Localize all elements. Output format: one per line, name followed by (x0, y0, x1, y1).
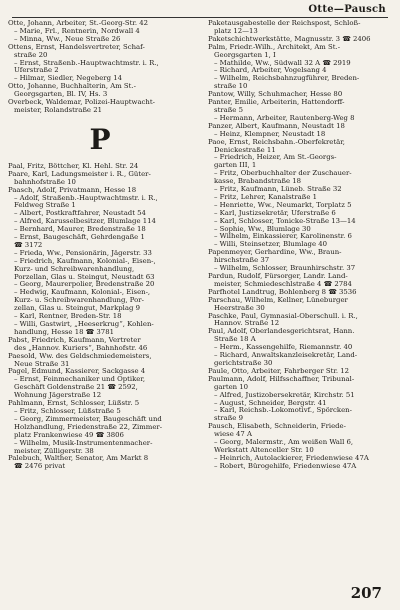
directory-entry: – Fritz, Schlosser, Lüßstraße 5 (14, 407, 121, 415)
directory-entry: Paule, Otto, Arbeiter, Fahrberger Str. 12 (208, 367, 350, 375)
directory-entry: Pahlmann, Ernst, Schlosser, Lüßstr. 5 (8, 400, 140, 408)
directory-entry: – Herm., Kassengehilfe, Riemannstr. 40 (214, 344, 353, 352)
directory-entry: Straße 18 A (214, 336, 256, 344)
directory-entry: – Ernst, Baugeschäft, Gehrdengaße 1 (14, 234, 145, 242)
directory-entry: Otte, Johann, Arbeiter, St.-Georg-Str. 42 (8, 20, 149, 27)
directory-entry: – Robert, Bürogehilfe, Friedenwiese 47A (214, 462, 357, 470)
directory-entry: – Hermann, Arbeiter, Rautenberg-Weg 8 (214, 114, 355, 122)
directory-entry: – Hedwig, Kaufmann, Kolonial-, Eisen-, (14, 289, 151, 297)
directory-entry: – Marie, Frl., Rentnerin, Nordwall 4 (14, 27, 140, 35)
directory-entry: Paal, Fritz, Böttcher, Kl. Hehl. Str. 24 (8, 162, 139, 170)
directory-entry: kasse, Brabandstraße 18 (214, 178, 301, 186)
right-entries (208, 20, 392, 471)
directory-entry: straße 5 (214, 106, 243, 114)
directory-entry: – Minna, Ww., Neue Straße 26 (14, 35, 121, 43)
directory-entry: straße 10 (214, 83, 248, 91)
directory-entry: – Fritz, Oberbuchhalter der Zuschauer- (214, 170, 352, 178)
directory-entry: – Karl, Rentner, Breden-Str. 18 (14, 313, 122, 321)
directory-entry: garten 10 (214, 383, 249, 391)
directory-entry: – Georg, Maurerpolier, Bredenstraße 20 (14, 281, 155, 289)
directory-entry: – Alfred, Karusselbesitzer, Blumlage 114 (14, 218, 156, 226)
directory-entry: handlung, Hesse 18 ☎ 3781 (14, 328, 114, 336)
directory-entry: straße 9 (214, 415, 243, 423)
directory-entry: Paketschichtwerkstätte, Magnusstr. 3 ☎ 2406 (208, 35, 371, 43)
directory-entry: platz Frankenwiese 49 ☎ 3806 (14, 431, 124, 439)
section-letter: P (89, 122, 111, 156)
directory-entry: – Frieda, Ww., Pensionärin, Jägerstr. 33 (14, 249, 152, 257)
directory-entry: – Friedrich, Kaufmann, Kolonial-, Eisen-, (14, 257, 156, 265)
directory-entry: Paasch, Adolf, Privatmann, Hesse 18 (8, 186, 137, 194)
directory-entry: – Henriette, Ww., Neumarkt, Torplatz 5 (214, 201, 352, 209)
directory-entry: hirschstraße 37 (214, 257, 270, 265)
directory-entry: Werkstatt Altenceller Str. 10 (214, 446, 314, 454)
directory-entry: Papenmeyer, Gerhardine, Ww., Braun- (208, 249, 342, 257)
directory-entry: – Wilhelm, Reichsbahnzugführer, Breden- (214, 75, 360, 83)
directory-entry: des „Hannov. Kuriers“, Bahnhofstr. 46 (14, 344, 148, 352)
left-top-entries (8, 20, 192, 115)
left-column (8, 20, 192, 471)
header-rule (12, 17, 388, 18)
directory-entry: Paketausgabestelle der Reichspost, Schloß- (208, 20, 361, 27)
directory-entry: Palebuch, Walther, Senator, Am Markt 8 (8, 455, 149, 463)
directory-entry: – Richard, Anwaltskanzleisekretär, Land- (214, 352, 358, 360)
directory-entry: Paoe, Ernst, Reichsbahn.-Oberfekretär, (208, 138, 345, 146)
directory-entry: Porzellan, Glas u. Steingut, Neustadt 63 (14, 273, 155, 281)
directory-entry: – Heinz, Klempner, Neustadt 18 (214, 130, 326, 138)
directory-entry: – Sophie, Ww., Blumlage 30 (214, 225, 311, 233)
page-number: 207 (350, 584, 382, 602)
directory-entry: Uferstraße 2 (14, 67, 59, 75)
directory-entry: – Bernhard, Maurer, Bredenstraße 18 (14, 226, 146, 234)
directory-entry: Heerstraße 30 (214, 304, 265, 312)
directory-entry: – Heinrich, Autolackierer, Friedenwiese 47A (214, 454, 369, 462)
directory-entry: ☎ 2476 privat (14, 463, 66, 471)
directory-entry: – Karl, Reichsb.-Lokomotivf., Spörcken- (214, 407, 352, 415)
directory-entry: – Friedrich, Heizer, Am St.-Georgs- (214, 154, 337, 162)
directory-entry: – Georg, Zimmermeister, Baugeschäft und (14, 415, 162, 423)
directory-entry: Holzhandlung, Friedenstraße 22, Zimmer- (14, 423, 163, 431)
directory-entry: meister, Schmiedeschlstraße 4 ☎ 2784 (214, 280, 352, 288)
directory-entry: Paulmann, Adolf, Hilfsschaffner, Tribunal- (208, 375, 355, 383)
directory-entry: Pabst, Friedrich, Kaufmann, Vertreter (8, 336, 141, 344)
directory-entry: Pagel, Edmund, Kassierer, Sackgasse 4 (8, 368, 146, 376)
directory-entry: Paul, Adolf, Oberlandesgerichtsrat, Hann. (208, 328, 355, 336)
directory-entry: Geschäft Goldenstraße 21 ☎ 2592, (14, 384, 138, 392)
directory-entry: Otto, Johanne, Buchhalterin, Am St.- (8, 83, 136, 91)
directory-entry: meister, Zülligerstr. 38 (14, 447, 94, 455)
directory-entry: – Hilmar, Siedler, Negeberg 14 (14, 75, 122, 83)
directory-entry: Panzer, Albert, Kaufmann, Neustadt 18 (208, 122, 345, 130)
directory-entry: – Wilhelm, Einkassierer, Karolinenstr. 6 (214, 233, 352, 241)
directory-entry: Pausch, Elisabeth, Schneiderin, Friede- (208, 423, 346, 431)
directory-entry: – Ernst, Feinmechaniker und Optiker, (14, 376, 146, 384)
directory-entry: – Georg, Malermstr., Am weißen Wall 6, (214, 439, 354, 447)
directory-entry: Georgsgarten 1, I (214, 51, 276, 59)
directory-entry: Hannov. Straße 12 (214, 320, 280, 328)
directory-entry: – Fritz, Lehrer, Kanalstraße 1 (214, 193, 318, 201)
directory-entry: Denickestraße 11 (214, 146, 276, 154)
directory-entry: – Fritz, Kaufmann, Lüneb. Straße 32 (214, 186, 342, 194)
directory-entry: – Alfred, Justizobersekretär, Kirchstr. 51 (214, 391, 355, 399)
directory-entry: ☎ 3172 (14, 241, 43, 249)
directory-entry: – Willi, Steinsetzer, Blumlage 40 (214, 241, 328, 249)
directory-entry: straße 20 (14, 51, 48, 59)
directory-entry: Overbeck, Waldemar, Polizei-Hauptwacht- (8, 99, 155, 107)
directory-entry: – Albert, Postkraftfahrer, Neustadt 54 (14, 210, 146, 218)
directory-entry: – Karl, Schlosser, Tonicke-Straße 13—14 (214, 217, 356, 225)
directory-entry: Kurz- u. Schreibwarenhandlung, Por- (14, 297, 144, 305)
directory-entry: – Willi, Gastwirt, „Heeserkrug“, Kohlen- (14, 321, 154, 328)
directory-entry: Parfhotel Landtrug, Bohlenberg 8 ☎ 3536 (208, 288, 357, 296)
directory-entry: Neue Straße 31 (14, 360, 70, 368)
directory-entry: – Wilhelm, Musik-Instrumentenmacher- (14, 439, 153, 447)
directory-entry: Parschau, Wilhelm, Kellner, Lüneburger (208, 296, 348, 304)
directory-entry: meister, Rolandstraße 21 (14, 106, 102, 114)
directory-entry: garten III, 1 (214, 162, 257, 170)
directory-entry: Panter, Emilie, Arbeiterin, Hattendorff- (208, 99, 345, 107)
directory-entry: – Mathilde, Ww., Südwall 32 A ☎ 2919 (214, 59, 351, 67)
directory-entry: – Ernst, Straßenb.-Hauptwachtmstr. i. R., (14, 59, 159, 67)
directory-entry: platz 12—13 (214, 27, 258, 35)
directory-entry: Kurz- und Schreibwarenhandlung, (14, 265, 135, 273)
directory-entry: Paare, Karl, Ladungsmeister i. R., Güter- (8, 170, 151, 178)
directory-entry: bahnhofstraße 10 (14, 178, 76, 186)
directory-entry: Paschke, Paul, Gymnasial-Oberschull. i. R., (208, 312, 358, 320)
directory-entry: Wohnung Jägerstraße 12 (14, 392, 102, 400)
directory-entry: Feldweg Straße 1 (14, 202, 76, 210)
page-header: Otte—Pausch (308, 4, 386, 15)
directory-entry: Pardun, Rudolf, Fürsorger, Landr. Land- (208, 273, 348, 280)
directory-entry: – Adolf, Straßenb.-Hauptwachtmstr. i. R., (14, 194, 158, 202)
directory-entry: – Wilhelm, Schlosser, Braunhirschstr. 37 (214, 265, 356, 273)
directory-entry: – Richard, Arbeiter, Vogelsang 4 (214, 67, 327, 75)
directory-entry: Paesold, Ww. des Geldschmiedemeisters, (8, 352, 152, 360)
directory-entry: wiese 47 A (214, 431, 252, 439)
directory-entry: Pantow, Willy, Schuhmacher, Hesse 80 (208, 91, 343, 99)
directory-entry: Georgsgarten, Bl. IV, Hs. 3 (14, 91, 108, 99)
right-column (208, 20, 392, 471)
directory-entry: zellan, Glas u. Steingut, Markplag 9 (14, 305, 140, 313)
directory-entry: – Karl, Justizsekretär, Uferstraße 6 (214, 209, 336, 217)
directory-entry: Ottens, Ernst, Handelsvertreter, Schaf- (8, 43, 145, 51)
directory-entry: – August, Schneider, Bergstr. 41 (214, 399, 327, 407)
left-bottom-entries (8, 163, 192, 471)
directory-entry: Palm, Friedr.-Wilh., Architekt, Am St.- (208, 43, 341, 51)
directory-entry: gerichtstraße 30 (214, 359, 273, 367)
